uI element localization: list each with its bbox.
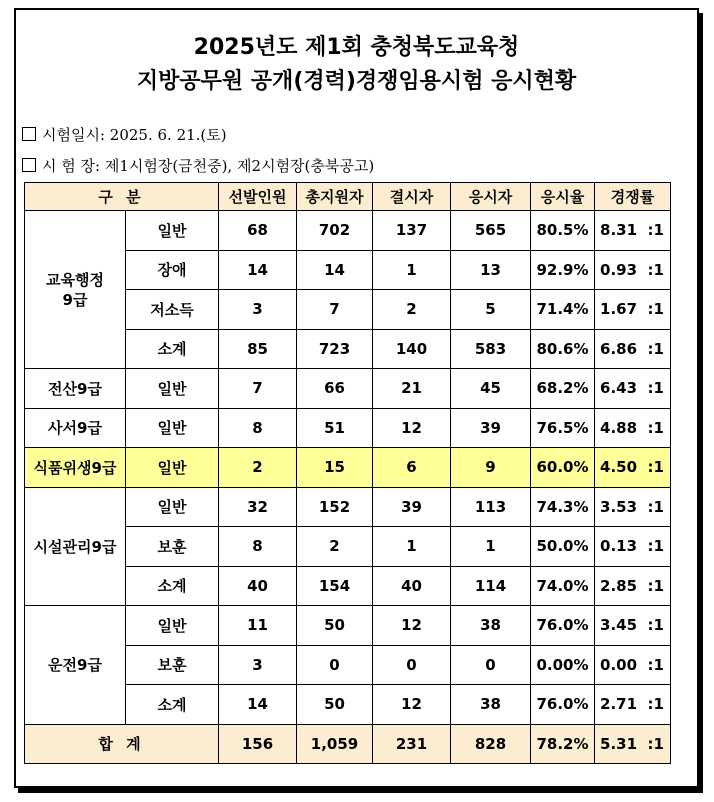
checkbox-square-icon [22, 158, 36, 172]
total-competition: 5.31 :1 [595, 724, 671, 764]
group-librarian: 사서9급 [25, 408, 126, 448]
cell-applicants: 66 [297, 369, 373, 409]
sub-category: 일반 [126, 487, 219, 527]
table-row-highlighted [25, 448, 671, 488]
cell-selected: 3 [219, 645, 297, 685]
header-competition: 경쟁률 [595, 183, 671, 211]
cell-exam-rate: 68.2% [531, 369, 595, 409]
cell-selected: 8 [219, 527, 297, 567]
cell-examinees: 45 [451, 369, 531, 409]
table-row [25, 487, 671, 527]
cell-competition: 4.50 :1 [595, 448, 671, 488]
sub-category: 소계 [126, 329, 219, 369]
cell-examinees: 0 [451, 645, 531, 685]
header-examinees: 응시자 [451, 183, 531, 211]
header-selected: 선발인원 [219, 183, 297, 211]
cell-absent: 40 [373, 566, 451, 606]
cell-competition: 6.86 :1 [595, 329, 671, 369]
cell-applicants: 15 [297, 448, 373, 488]
sub-category: 소계 [126, 685, 219, 725]
cell-examinees: 565 [451, 211, 531, 251]
cell-selected: 11 [219, 606, 297, 646]
sub-category: 소계 [126, 566, 219, 606]
sub-category: 일반 [126, 408, 219, 448]
cell-exam-rate: 0.00% [531, 645, 595, 685]
cell-applicants: 2 [297, 527, 373, 567]
cell-absent: 6 [373, 448, 451, 488]
cell-competition: 6.43 :1 [595, 369, 671, 409]
cell-selected: 8 [219, 408, 297, 448]
cell-selected: 40 [219, 566, 297, 606]
cell-selected: 7 [219, 369, 297, 409]
cell-absent: 12 [373, 606, 451, 646]
cell-applicants: 723 [297, 329, 373, 369]
cell-examinees: 39 [451, 408, 531, 448]
total-applicants: 1,059 [297, 724, 373, 764]
exam-date-text: 시험일시: 2025. 6. 21.(토) [42, 126, 227, 144]
cell-examinees: 38 [451, 685, 531, 725]
cell-competition: 2.71 :1 [595, 685, 671, 725]
sub-category: 보훈 [126, 645, 219, 685]
title-line-2: 지방공무원 공개(경력)경쟁임용시험 응시현황 [136, 69, 577, 94]
table-total-row [25, 724, 671, 764]
cell-examinees: 5 [451, 290, 531, 330]
cell-exam-rate: 80.5% [531, 211, 595, 251]
cell-examinees: 38 [451, 606, 531, 646]
cell-applicants: 702 [297, 211, 373, 251]
cell-examinees: 13 [451, 250, 531, 290]
cell-competition: 2.85 :1 [595, 566, 671, 606]
cell-competition: 0.93 :1 [595, 250, 671, 290]
cell-examinees: 114 [451, 566, 531, 606]
table-row [25, 369, 671, 409]
cell-competition: 0.00 :1 [595, 645, 671, 685]
group-edu-admin: 교육행정 9급 [25, 211, 126, 369]
cell-absent: 1 [373, 527, 451, 567]
cell-exam-rate: 80.6% [531, 329, 595, 369]
group-food-hygiene: 식품위생9급 [25, 448, 126, 488]
table-row [25, 408, 671, 448]
total-exam-rate: 78.2% [531, 724, 595, 764]
sub-category: 일반 [126, 369, 219, 409]
table-header-row [25, 183, 671, 211]
cell-absent: 137 [373, 211, 451, 251]
header-absent: 결시자 [373, 183, 451, 211]
cell-exam-rate: 74.0% [531, 566, 595, 606]
cell-applicants: 50 [297, 606, 373, 646]
cell-absent: 1 [373, 250, 451, 290]
sub-category: 저소득 [126, 290, 219, 330]
exam-date-line [22, 124, 227, 145]
cell-exam-rate: 76.0% [531, 606, 595, 646]
cell-absent: 39 [373, 487, 451, 527]
sub-category: 장애 [126, 250, 219, 290]
total-label: 합 계 [25, 724, 219, 764]
sub-category: 일반 [126, 448, 219, 488]
cell-exam-rate: 76.5% [531, 408, 595, 448]
sub-category: 일반 [126, 211, 219, 251]
cell-selected: 2 [219, 448, 297, 488]
title-line-1: 2025년도 제1회 충청북도교육청 [193, 35, 520, 60]
exam-venue-line [22, 155, 374, 176]
cell-competition: 4.88 :1 [595, 408, 671, 448]
cell-applicants: 0 [297, 645, 373, 685]
cell-exam-rate: 92.9% [531, 250, 595, 290]
cell-absent: 12 [373, 408, 451, 448]
header-exam-rate: 응시율 [531, 183, 595, 211]
cell-exam-rate: 76.0% [531, 685, 595, 725]
cell-selected: 3 [219, 290, 297, 330]
checkbox-square-icon [22, 127, 36, 141]
cell-selected: 32 [219, 487, 297, 527]
cell-selected: 14 [219, 250, 297, 290]
cell-competition: 3.45 :1 [595, 606, 671, 646]
cell-exam-rate: 60.0% [531, 448, 595, 488]
sub-category: 보훈 [126, 527, 219, 567]
cell-applicants: 154 [297, 566, 373, 606]
total-examinees: 828 [451, 724, 531, 764]
exam-venue-text: 시 험 장: 제1시험장(금천중), 제2시험장(충북공고) [42, 157, 375, 175]
cell-competition: 3.53 :1 [595, 487, 671, 527]
cell-examinees: 1 [451, 527, 531, 567]
cell-competition: 8.31 :1 [595, 211, 671, 251]
cell-exam-rate: 74.3% [531, 487, 595, 527]
cell-selected: 68 [219, 211, 297, 251]
cell-competition: 1.67 :1 [595, 290, 671, 330]
total-absent: 231 [373, 724, 451, 764]
exam-status-table [24, 182, 671, 764]
header-applicants: 총지원자 [297, 183, 373, 211]
table-row [25, 211, 671, 251]
cell-absent: 140 [373, 329, 451, 369]
cell-applicants: 7 [297, 290, 373, 330]
cell-selected: 85 [219, 329, 297, 369]
cell-absent: 0 [373, 645, 451, 685]
cell-exam-rate: 71.4% [531, 290, 595, 330]
cell-exam-rate: 50.0% [531, 527, 595, 567]
group-facility: 시설관리9급 [25, 487, 126, 606]
cell-applicants: 51 [297, 408, 373, 448]
cell-absent: 21 [373, 369, 451, 409]
cell-examinees: 9 [451, 448, 531, 488]
cell-absent: 12 [373, 685, 451, 725]
table-row [25, 606, 671, 646]
cell-examinees: 113 [451, 487, 531, 527]
cell-applicants: 50 [297, 685, 373, 725]
cell-examinees: 583 [451, 329, 531, 369]
cell-selected: 14 [219, 685, 297, 725]
group-driving: 운전9급 [25, 606, 126, 725]
sub-category: 일반 [126, 606, 219, 646]
cell-absent: 2 [373, 290, 451, 330]
cell-applicants: 152 [297, 487, 373, 527]
group-computing: 전산9급 [25, 369, 126, 409]
header-category: 구 분 [25, 183, 219, 211]
cell-competition: 0.13 :1 [595, 527, 671, 567]
total-selected: 156 [219, 724, 297, 764]
cell-applicants: 14 [297, 250, 373, 290]
